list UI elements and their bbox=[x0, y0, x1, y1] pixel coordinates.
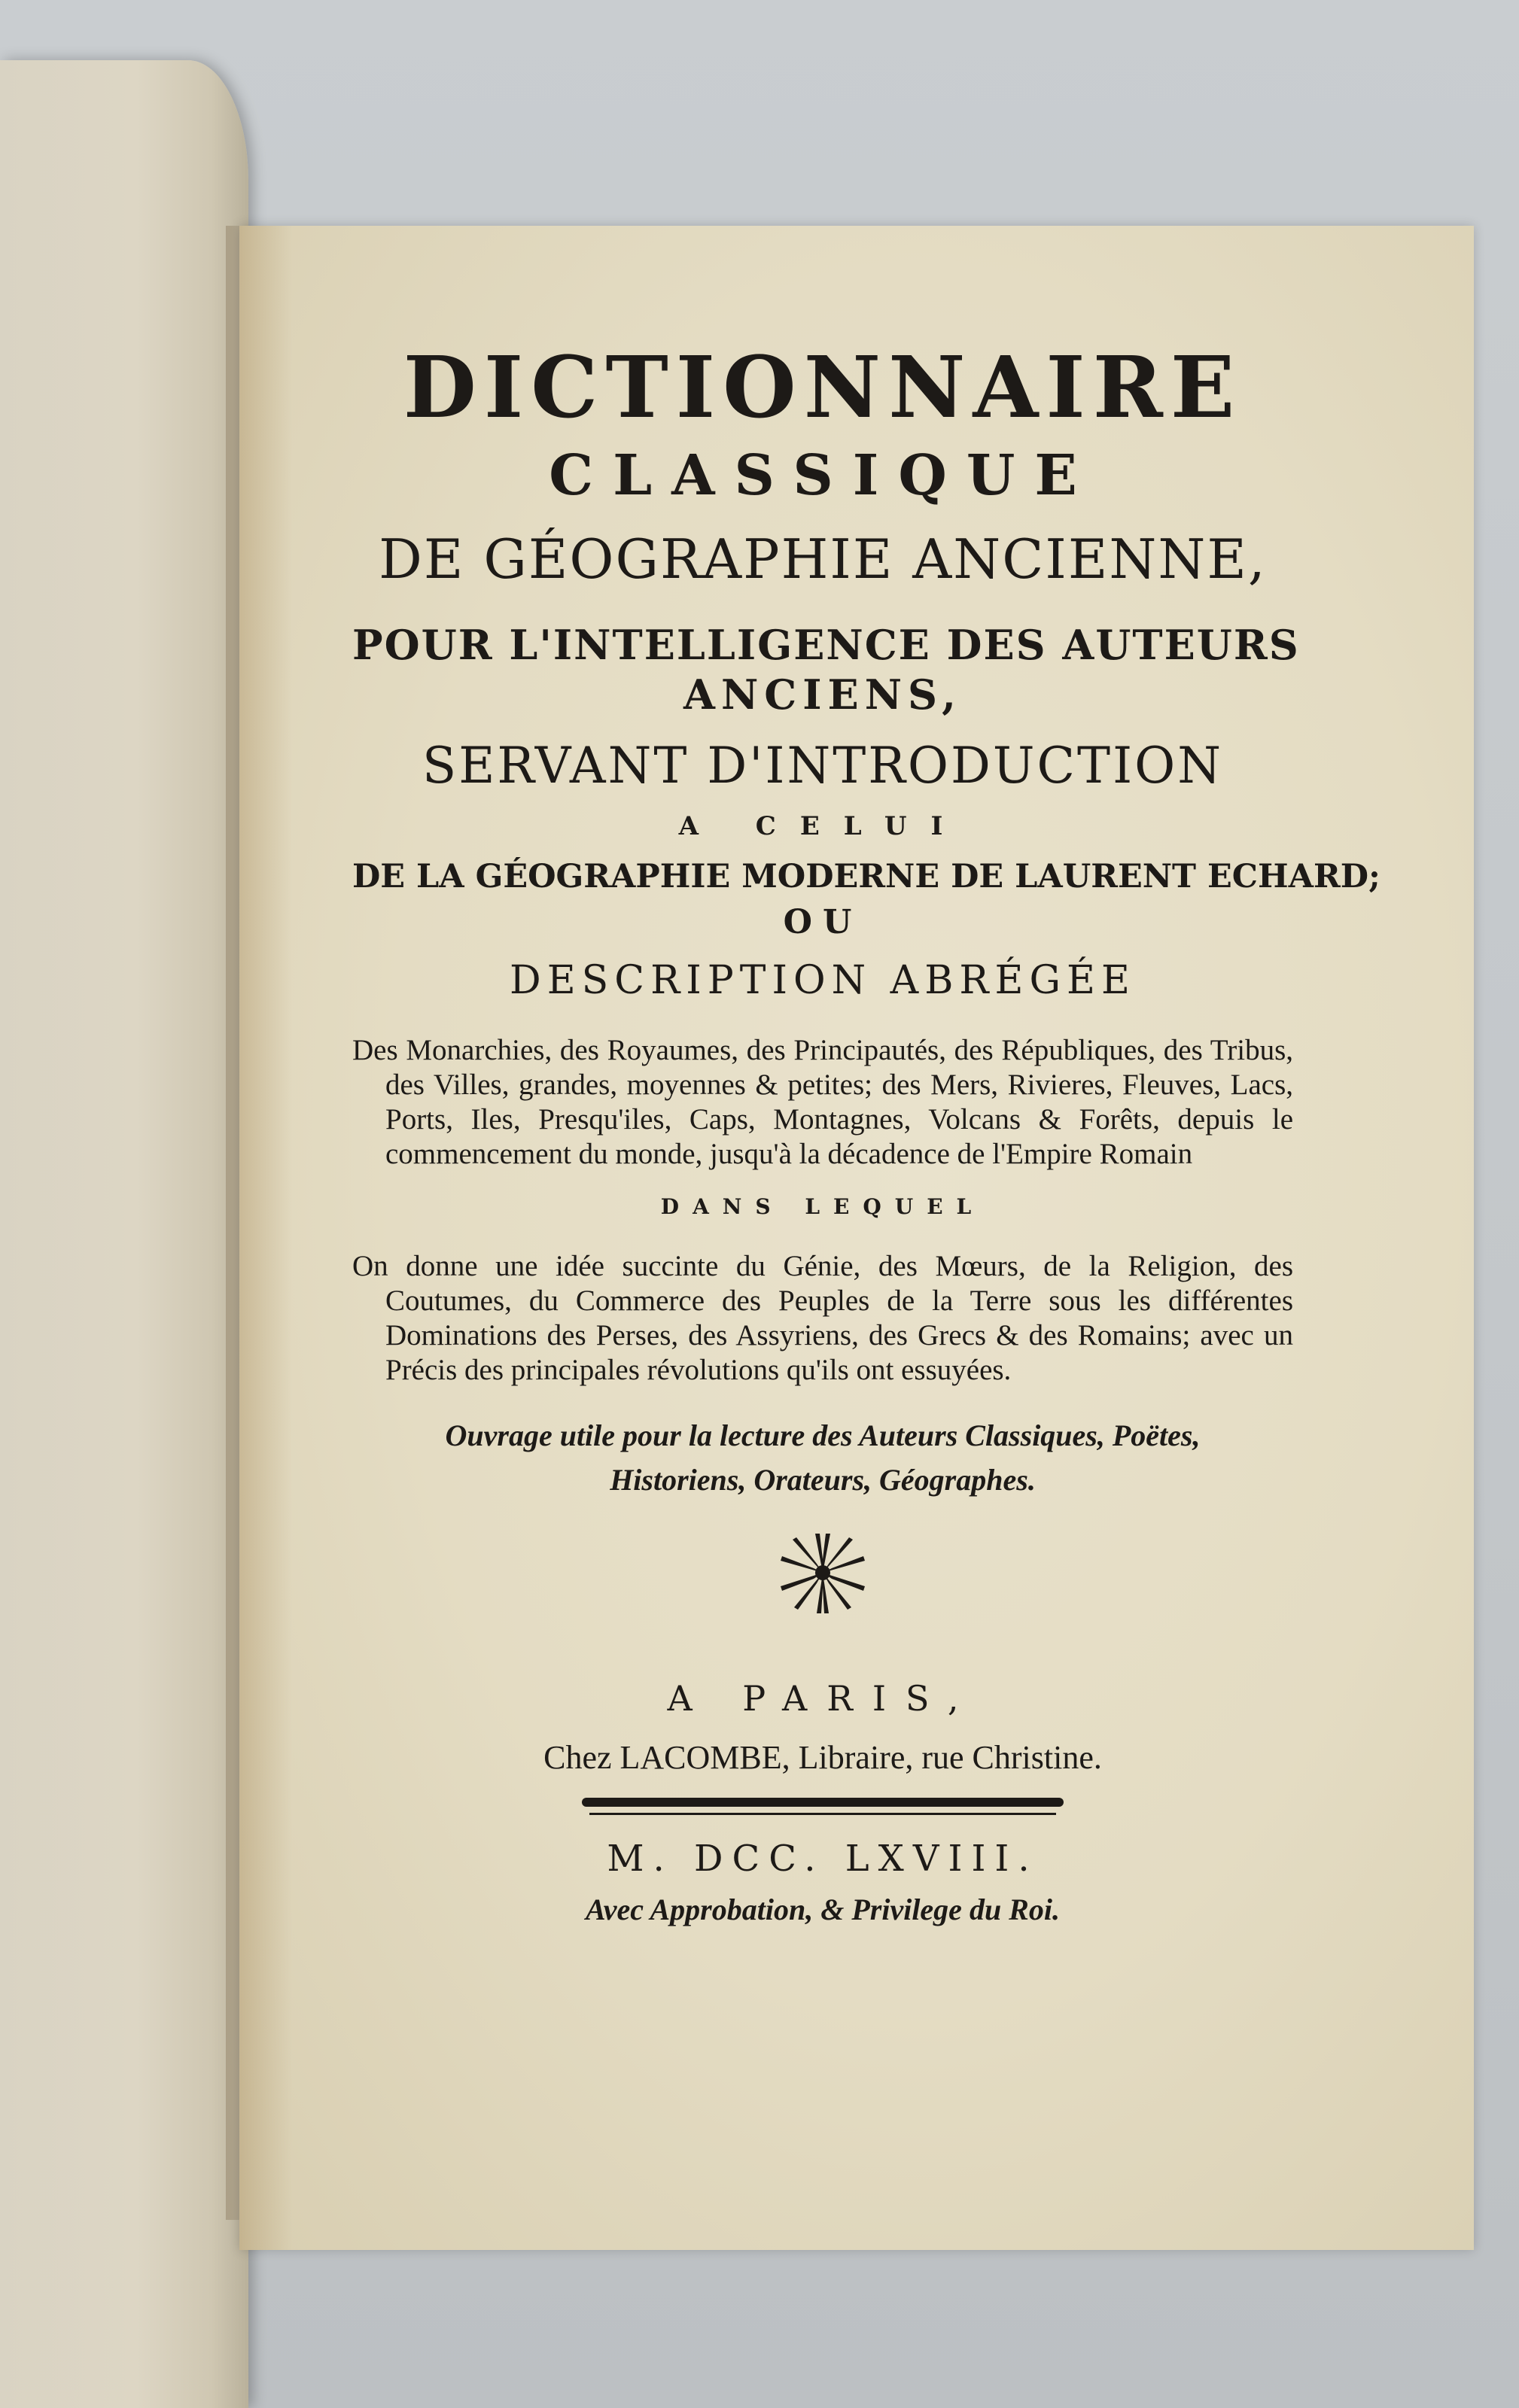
purpose-line-1: POUR L'INTELLIGENCE DES AUTEURS bbox=[352, 621, 1300, 669]
utility-line-1: Ouvrage utile pour la lecture des Auteurs Classiques, Poëtes, bbox=[445, 1418, 1201, 1452]
geographie-moderne-line: DE LA GÉOGRAPHIE MODERNE DE LAURENT ECHARD; bbox=[352, 858, 1380, 895]
contents-paragraph: On donne une idée succinte du Génie, des Mœurs, de la Religion, des Coutumes, du Commerce des Peuples de la Terre sous les différentes Dominations des Perses, des Assyriens, des Grecs & des Romains; avec un Précis des principales révolutions qu'ils ont essuyées. bbox=[352, 1250, 1293, 1386]
description-paragraph: Des Monarchies, des Royaumes, des Principautés, des Républiques, des Tribus, des Villes, grandes, moyennes & petites; des Mers, Rivieres, Fleuves, Lacs, Ports, Iles, Presqu'iles, Caps, Montagnes, Volcans & Forêts, depuis le commencement du monde, jusqu'à la décadence de l'Empire Romain bbox=[352, 1034, 1293, 1170]
imprint-publisher: Chez LACOMBE, Libraire, rue Christine. bbox=[543, 1739, 1102, 1776]
title-page-content bbox=[352, 331, 1380, 1927]
servant-line: SERVANT D'INTRODUCTION bbox=[422, 737, 1224, 795]
ou-line: OU bbox=[783, 903, 863, 941]
title-page bbox=[239, 226, 1474, 2250]
imprint-year: M. DCC. LXVIII. bbox=[607, 1838, 1039, 1880]
dans-lequel-line: DANS LEQUEL bbox=[660, 1194, 985, 1219]
subject-line: DE GÉOGRAPHIE ANCIENNE, bbox=[379, 528, 1267, 591]
title-sub: CLASSIQUE bbox=[549, 443, 1097, 508]
imprint-rule-thin bbox=[589, 1813, 1056, 1815]
facing-page bbox=[0, 60, 248, 2408]
privilege-line: Avec Approbation, & Privilege du Roi. bbox=[586, 1893, 1060, 1926]
title-main: DICTIONNAIRE bbox=[403, 339, 1243, 437]
description-line: DESCRIPTION ABRÉGÉE bbox=[510, 958, 1136, 1003]
utility-line-2: Historiens, Orateurs, Géographes. bbox=[610, 1463, 1036, 1497]
purpose-line-2: ANCIENS, bbox=[683, 670, 962, 719]
imprint-place: A PARIS, bbox=[667, 1678, 979, 1719]
a-celui-line: A CELUI bbox=[678, 811, 967, 841]
printers-ornament-icon bbox=[778, 1528, 868, 1618]
imprint-rule-thick bbox=[582, 1798, 1064, 1807]
